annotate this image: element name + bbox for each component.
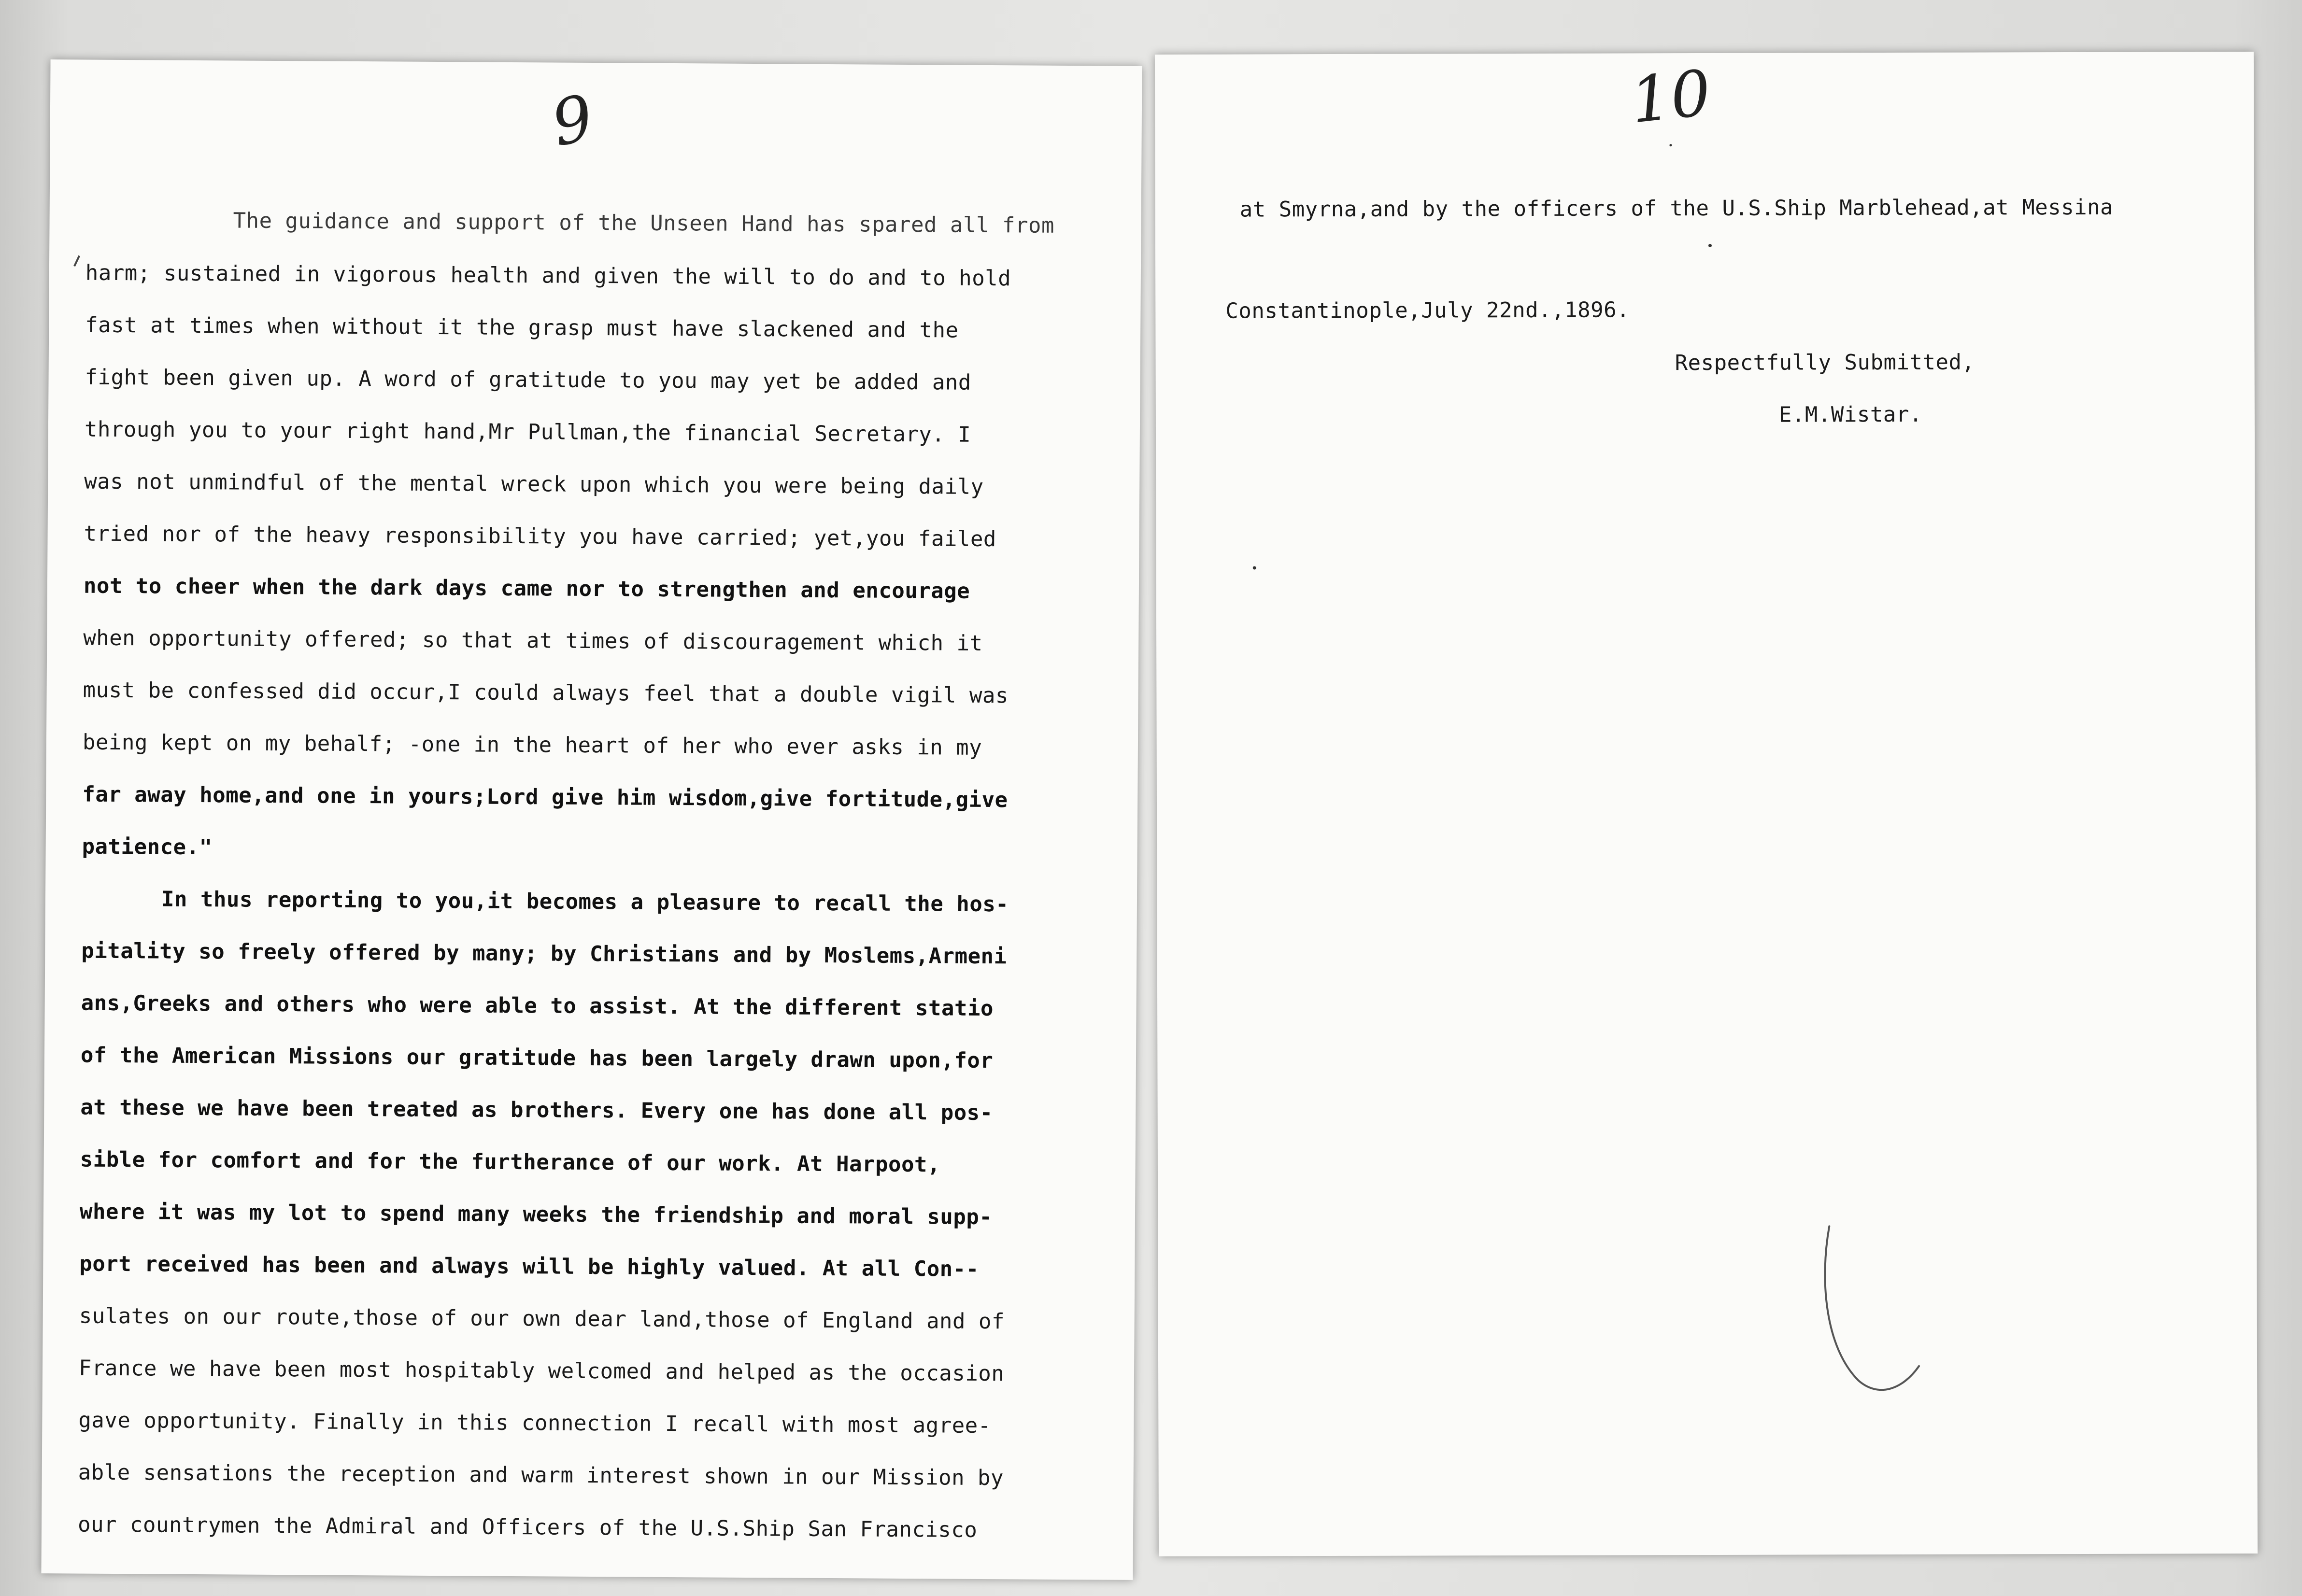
text-line: sible for comfort and for the furtherance of our work. At Harpoot,: [80, 1147, 941, 1177]
ink-speck: [1253, 566, 1256, 569]
text-line: pitality so freely offered by many; by Christians and by Moslems,Armeni: [81, 938, 1007, 969]
text-line: patience.": [82, 834, 213, 860]
text-line: The guidance and support of the Unseen Hand has spared all from: [233, 208, 1055, 238]
right-page: [1155, 52, 2258, 1556]
text-line: fight been given up. A word of gratitude to you may yet be added and: [85, 365, 972, 395]
text-line: must be confessed did occur,I could always feel that a double vigil was: [83, 678, 1009, 708]
signoff-line: Respectfully Submitted,: [1675, 350, 1975, 376]
text-line: France we have been most hospitably welcomed and helped as the occasion: [78, 1356, 1005, 1386]
text-line: able sensations the reception and warm interest shown in our Mission by: [78, 1460, 1004, 1491]
text-line: port received has been and always will be highly valued. At all Con--: [79, 1251, 979, 1282]
text-line: our countrymen the Admiral and Officers of the U.S.Ship San Francisco: [77, 1512, 978, 1542]
pen-stroke-mark: [1819, 1221, 1926, 1405]
left-page: [41, 59, 1142, 1580]
text-line: sulates on our route,those of our own dear land,those of England and of: [79, 1303, 1005, 1334]
text-line: In thus reporting to you,it becomes a pleasure to recall the hos-: [161, 887, 1009, 917]
text-line: ans,Greeks and others who were able to assist. At the different statio: [81, 990, 994, 1021]
pen-tick-mark: [73, 255, 80, 267]
text-line: at Smyrna,and by the officers of the U.S.Ship Marblehead,at Messina: [1239, 195, 2114, 222]
ink-speck: [1708, 244, 1712, 247]
text-line: tried nor of the heavy responsibility you have carried; yet,you failed: [84, 521, 997, 552]
text-line: not to cheer when the dark days came nor to strengthen and encourage: [83, 573, 970, 604]
text-line: at these we have been treated as brothers. Every one has done all pos-: [80, 1095, 993, 1126]
text-line: gave opportunity. Finally in this connection I recall with most agree-: [78, 1408, 991, 1439]
text-line: harm; sustained in vigorous health and given the will to do and to hold: [85, 260, 1011, 291]
ink-speck: [1669, 144, 1672, 146]
text-line: being kept on my behalf; -one in the heart of her who ever asks in my: [82, 730, 982, 760]
text-line: through you to your right hand,Mr Pullman,the financial Secretary. I: [84, 417, 971, 447]
handwritten-page-number: 10: [1627, 56, 1715, 138]
handwritten-page-number: 9: [545, 80, 600, 161]
text-line: fast at times when without it the grasp must have slackened and the: [85, 312, 959, 343]
text-line: was not unmindful of the mental wreck upon which you were being daily: [84, 469, 984, 499]
text-line: far away home,and one in yours;Lord give him wisdom,give fortitude,give: [82, 782, 1008, 813]
signature-name: E.M.Wistar.: [1778, 402, 1922, 427]
text-line: where it was my lot to spend many weeks the friendship and moral supp-: [79, 1199, 993, 1230]
text-line: Constantinople,July 22nd.,1896.: [1225, 297, 1630, 324]
text-line: of the American Missions our gratitude has been largely drawn upon,for: [80, 1043, 994, 1073]
text-line: when opportunity offered; so that at times of discouragement which it: [83, 625, 983, 656]
